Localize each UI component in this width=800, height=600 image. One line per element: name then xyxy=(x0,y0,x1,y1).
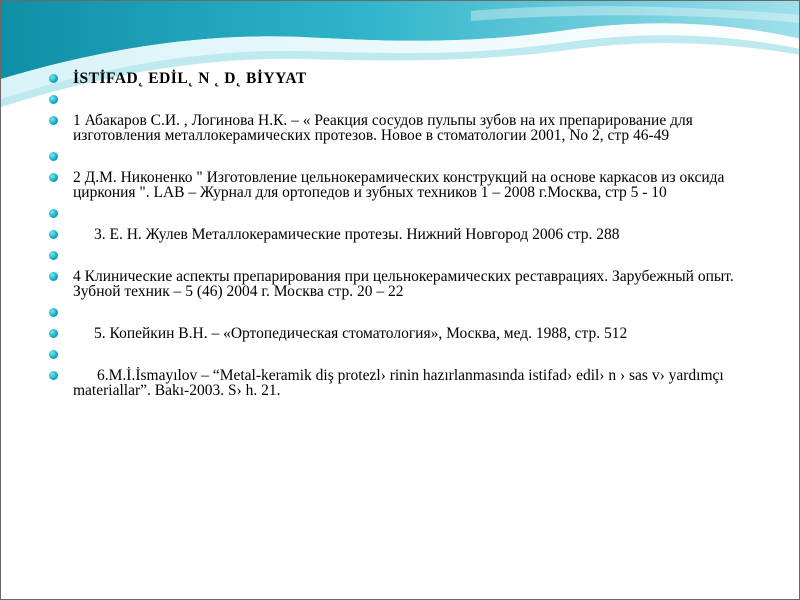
bullet-icon xyxy=(49,230,58,239)
reference-text: 4 Клинические аспекты препарирования при цельнокерамических реставрациях. Зарубежный опыт. Зубной техник – 5 (46) 2004 г. Москва стр. 20 – 22 xyxy=(73,268,734,300)
reference-item-6 xyxy=(49,368,761,398)
bullet-icon xyxy=(49,308,58,317)
reference-item-5 xyxy=(49,326,761,341)
bullet-icon xyxy=(49,173,58,182)
bullet-icon xyxy=(49,251,58,260)
empty-list-item xyxy=(49,248,761,263)
reference-text: 2 Д.М. Никоненко " Изготовление цельнокерамических конструкций на основе каркасов из оксида циркония ". LAB – Журнал для ортопедов и зубных техников 1 – 2008 г.Москва, стр 5 - 10 xyxy=(73,169,725,201)
title-text: İSTİFAD˛ EDİL˛ N ˛ D˛ BİYYAT xyxy=(73,70,307,87)
empty-list-item xyxy=(49,92,761,107)
bullet-icon xyxy=(49,74,58,83)
bullet-icon xyxy=(49,272,58,281)
bullet-icon xyxy=(49,209,58,218)
bullet-icon xyxy=(49,350,58,359)
reference-item-4 xyxy=(49,269,761,299)
bullet-icon xyxy=(49,116,58,125)
reference-item-3 xyxy=(49,227,761,242)
empty-list-item xyxy=(49,149,761,164)
bullet-icon xyxy=(49,152,58,161)
bullet-icon xyxy=(49,371,58,380)
reference-text: 3. Е. Н. Жулев Металлокерамические протезы. Нижний Новгород 2006 стр. 288 xyxy=(94,226,620,243)
bullet-icon xyxy=(49,329,58,338)
reference-item-1 xyxy=(49,113,761,143)
reference-text: 6.M.İ.İsmayılov – “Metal-keramik diş protezl› rinin hazırlanmasında istifad› edil› n › sas v› yardımçı materiallar”. Bakı-2003. S› h. 21. xyxy=(73,367,724,399)
reference-text: 5. Копейкин В.Н. – «Ортопедическая стоматология», Москва, мед. 1988, стр. 512 xyxy=(94,325,628,342)
bullet-icon xyxy=(49,95,58,104)
reference-text: 1 Абакаров С.И. , Логинова Н.К. – « Реакция сосудов пульпы зубов на их препарирование для изготовления металлокерамических протезов. Новое в стоматологии 2001, No 2, стр 46-49 xyxy=(73,112,693,144)
empty-list-item xyxy=(49,206,761,221)
reference-list xyxy=(49,71,761,398)
list-title xyxy=(49,71,761,86)
reference-item-2 xyxy=(49,170,761,200)
empty-list-item xyxy=(49,305,761,320)
empty-list-item xyxy=(49,347,761,362)
